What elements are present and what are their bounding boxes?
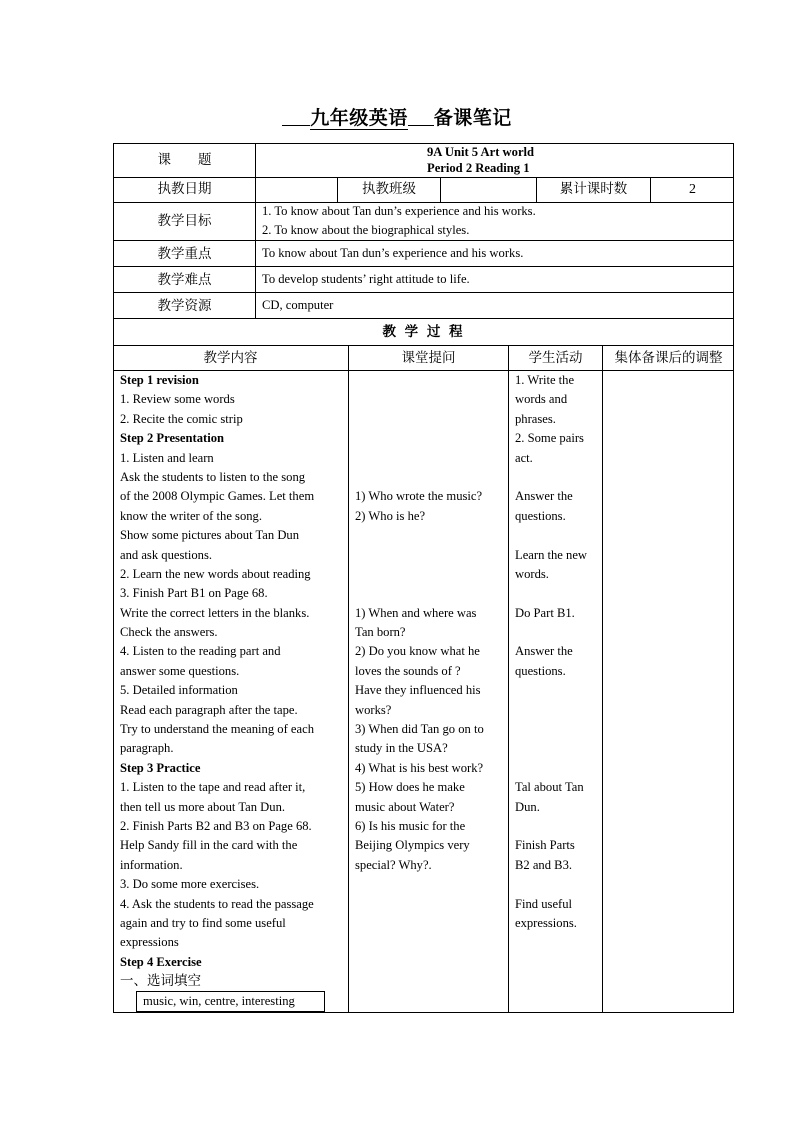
question-line: 2) Who is he? — [355, 508, 426, 523]
activity-line — [515, 468, 601, 487]
activity-line — [515, 739, 601, 758]
question-line: 1) Who wrote the music? — [355, 489, 483, 504]
classroom-questions-column — [355, 371, 507, 875]
activity-line: words. — [515, 566, 549, 581]
activity-line: Learn the new — [515, 547, 588, 562]
content-line: Show some pictures about Tan Dun — [120, 528, 300, 543]
content-line: 4. Ask the students to read the passage — [120, 896, 314, 911]
activity-line — [515, 720, 601, 739]
question-line — [355, 429, 507, 448]
content-line: Try to understand the meaning of each — [120, 722, 314, 737]
content-line: 2. Learn the new words about reading — [120, 566, 311, 581]
step-heading: Step 4 Exercise — [120, 954, 202, 969]
activity-line: phrases. — [515, 411, 556, 426]
content-line: Ask the students to listen to the song — [120, 469, 306, 484]
content-line: 2. Finish Parts B2 and B3 on Page 68. — [120, 818, 312, 833]
content-line: answer some questions. — [120, 663, 240, 678]
content-line: 3. Do some more exercises. — [120, 877, 260, 892]
content-line: 5. Detailed information — [120, 683, 238, 698]
activity-line: Dun. — [515, 799, 540, 814]
step-heading: Step 3 Practice — [120, 760, 201, 775]
content-line: Read each paragraph after the tape. — [120, 702, 298, 717]
activity-line: words and — [515, 392, 568, 407]
student-activities-column — [515, 371, 601, 933]
difficulty-value: To develop students’ right attitude to life. — [262, 272, 470, 286]
question-line — [355, 371, 507, 390]
content-line: Help Sandy fill in the card with the — [120, 838, 298, 853]
resources-value: CD, computer — [262, 298, 334, 312]
question-line: Beijing Olympics very — [355, 838, 470, 853]
question-line: Have they influenced his — [355, 683, 481, 698]
topic-unit: 9A Unit 5 Art world — [427, 145, 535, 159]
activity-line — [515, 681, 601, 700]
step-heading: Step 1 revision — [120, 373, 199, 387]
question-line — [355, 565, 507, 584]
activity-line: 1. Write the — [515, 373, 575, 387]
activity-line: 2. Some pairs — [515, 431, 584, 446]
word-choice-box: music, win, centre, interesting — [136, 991, 325, 1012]
column-header-content: 教学内容 — [203, 350, 258, 366]
question-line — [355, 468, 507, 487]
hours-value: 2 — [689, 182, 696, 197]
key-points-value: To know about Tan dun’s experience and his works. — [262, 246, 524, 260]
content-line: of the 2008 Olympic Games. Let them — [120, 489, 315, 504]
question-line: 2) Do you know what he — [355, 644, 480, 659]
process-heading: 教 学 过 程 — [382, 324, 465, 340]
objective-item: 1. To know about Tan dun’s experience and his works. — [262, 204, 536, 218]
activity-line — [515, 701, 601, 720]
activity-line: Find useful — [515, 896, 573, 911]
content-line: 4. Listen to the reading part and — [120, 644, 281, 659]
activity-line — [515, 759, 601, 778]
objective-item: 2. To know about the biographical styles. — [262, 223, 470, 237]
content-line: Write the correct letters in the blanks. — [120, 605, 310, 620]
title-doc-type: 备课笔记 — [433, 107, 512, 129]
content-line: 3. Finish Part B1 on Page 68. — [120, 586, 268, 601]
question-line — [355, 526, 507, 545]
topic-period: Period 2 Reading 1 — [427, 161, 530, 175]
content-line: 1. Listen to the tape and read after it, — [120, 780, 306, 795]
question-line — [355, 584, 507, 603]
activity-line: questions. — [515, 663, 566, 678]
content-line: 一、选词填空 — [120, 973, 201, 990]
question-line: loves the sounds of ? — [355, 663, 461, 678]
title-underline — [408, 108, 434, 126]
question-line — [355, 410, 507, 429]
question-line — [355, 390, 507, 409]
content-line: expressions — [120, 935, 179, 950]
objectives-label: 教学目标 — [157, 213, 212, 229]
content-line: again and try to find some useful — [120, 915, 286, 930]
content-line: 2. Recite the comic strip — [120, 411, 243, 426]
question-line: 6) Is his music for the — [355, 818, 466, 833]
question-line: works? — [355, 702, 392, 717]
activity-line — [515, 526, 601, 545]
column-header-questions: 课堂提问 — [401, 350, 456, 366]
content-line: and ask questions. — [120, 547, 212, 562]
question-line: 3) When did Tan go on to — [355, 722, 484, 737]
activity-line — [515, 817, 601, 836]
activity-line: Finish Parts — [515, 838, 575, 853]
question-line — [355, 449, 507, 468]
date-label: 执教日期 — [157, 181, 212, 197]
page-title — [0, 103, 794, 130]
content-line: 1. Listen and learn — [120, 450, 214, 465]
title-underline — [282, 108, 310, 126]
activity-line: B2 and B3. — [515, 857, 573, 872]
key-points-label: 教学重点 — [157, 246, 212, 262]
question-line: study in the USA? — [355, 741, 448, 756]
column-header-activities: 学生活动 — [528, 350, 583, 366]
question-line: special? Why?. — [355, 857, 432, 872]
teaching-content-column — [120, 371, 346, 992]
difficulty-label: 教学难点 — [157, 272, 212, 288]
column-header-adjustments: 集体备课后的调整 — [614, 350, 723, 366]
question-line: Tan born? — [355, 625, 406, 640]
content-line: paragraph. — [120, 741, 174, 756]
activity-line — [515, 584, 601, 603]
content-line: then tell us more about Tan Dun. — [120, 799, 286, 814]
question-line: 4) What is his best work? — [355, 760, 484, 775]
activity-line: Tal about Tan — [515, 780, 584, 795]
question-line: 5) How does he make — [355, 780, 465, 795]
activity-line: Do Part B1. — [515, 605, 575, 620]
content-line: information. — [120, 857, 183, 872]
activity-line: expressions. — [515, 915, 577, 930]
question-line: music about Water? — [355, 799, 455, 814]
step-heading: Step 2 Presentation — [120, 431, 225, 446]
activity-line: questions. — [515, 508, 566, 523]
question-line — [355, 546, 507, 565]
content-line: 1. Review some words — [120, 392, 235, 407]
activity-line: act. — [515, 450, 533, 465]
content-line: know the writer of the song. — [120, 508, 262, 523]
activity-line — [515, 875, 601, 894]
activity-line: Answer the — [515, 644, 573, 659]
title-subject: 九年级英语 — [310, 107, 408, 129]
question-line: 1) When and where was — [355, 605, 477, 620]
activity-line: Answer the — [515, 489, 573, 504]
content-line: Check the answers. — [120, 625, 218, 640]
resources-label: 教学资源 — [157, 298, 212, 314]
class-label: 执教班级 — [362, 181, 416, 197]
topic-label: 课 题 — [157, 152, 212, 168]
activity-line — [515, 623, 601, 642]
hours-label: 累计课时数 — [559, 181, 628, 197]
